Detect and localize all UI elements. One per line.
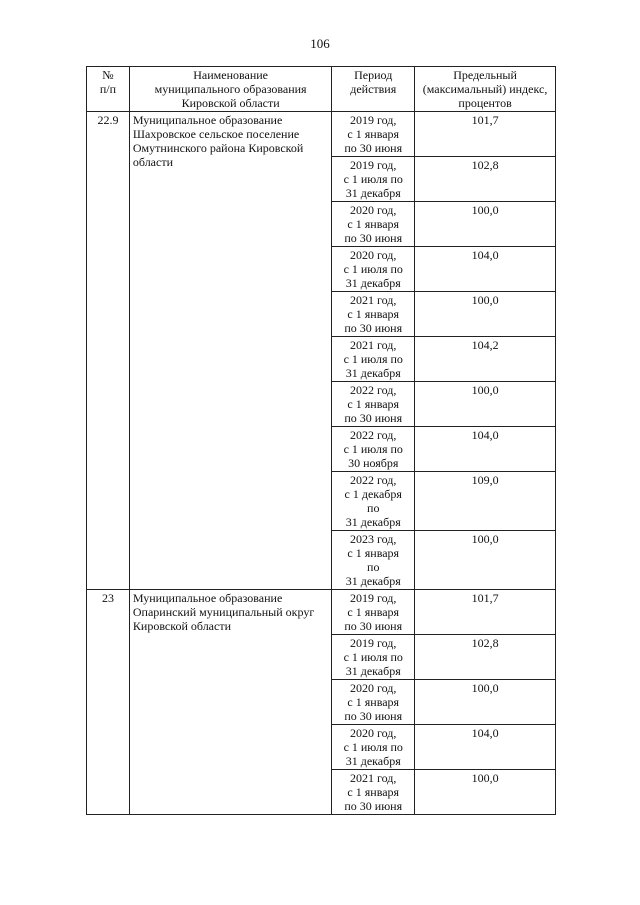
max-index-cell: 101,7 <box>415 112 556 157</box>
max-index-cell: 109,0 <box>415 472 556 531</box>
period-cell: 2022 год, с 1 июля по 30 ноября <box>332 427 415 472</box>
row-number-cell: 22.9 <box>87 112 130 590</box>
max-index-cell: 100,0 <box>415 202 556 247</box>
period-cell: 2022 год, с 1 декабря по 31 декабря <box>332 472 415 531</box>
period-cell: 2021 год, с 1 января по 30 июня <box>332 770 415 815</box>
max-index-cell: 102,8 <box>415 635 556 680</box>
table-header-row <box>87 67 556 112</box>
municipality-name-cell: Муниципальное образование Шахровское сельское поселение Омутнинского района Кировской области <box>129 112 331 590</box>
table-row <box>87 590 556 635</box>
max-index-cell: 104,0 <box>415 725 556 770</box>
max-index-cell: 100,0 <box>415 292 556 337</box>
max-index-cell: 100,0 <box>415 680 556 725</box>
max-index-cell: 100,0 <box>415 531 556 590</box>
municipality-name-cell: Муниципальное образование Опаринский муниципальный округ Кировской области <box>129 590 331 815</box>
max-index-cell: 102,8 <box>415 157 556 202</box>
period-cell: 2021 год, с 1 июля по 31 декабря <box>332 337 415 382</box>
period-cell: 2019 год, с 1 января по 30 июня <box>332 112 415 157</box>
period-cell: 2019 год, с 1 июля по 31 декабря <box>332 157 415 202</box>
header-number: № п/п <box>87 67 130 112</box>
max-index-cell: 104,0 <box>415 247 556 292</box>
period-cell: 2020 год, с 1 января по 30 июня <box>332 680 415 725</box>
period-cell: 2023 год, с 1 января по 31 декабря <box>332 531 415 590</box>
page-number: 106 <box>310 36 330 51</box>
header-period: Период действия <box>332 67 415 112</box>
max-index-cell: 100,0 <box>415 382 556 427</box>
max-index-cell: 104,2 <box>415 337 556 382</box>
tariff-index-table <box>86 66 556 815</box>
period-cell: 2021 год, с 1 января по 30 июня <box>332 292 415 337</box>
max-index-cell: 101,7 <box>415 590 556 635</box>
period-cell: 2022 год, с 1 января по 30 июня <box>332 382 415 427</box>
period-cell: 2019 год, с 1 января по 30 июня <box>332 590 415 635</box>
period-cell: 2020 год, с 1 июля по 31 декабря <box>332 725 415 770</box>
max-index-cell: 100,0 <box>415 770 556 815</box>
table-row <box>87 112 556 157</box>
table-body <box>87 112 556 815</box>
header-municipality-name: Наименование муниципального образования Кировской области <box>129 67 331 112</box>
row-number-cell: 23 <box>87 590 130 815</box>
header-max-index: Предельный (максимальный) индекс, процентов <box>415 67 556 112</box>
period-cell: 2020 год, с 1 июля по 31 декабря <box>332 247 415 292</box>
max-index-cell: 104,0 <box>415 427 556 472</box>
period-cell: 2020 год, с 1 января по 30 июня <box>332 202 415 247</box>
period-cell: 2019 год, с 1 июля по 31 декабря <box>332 635 415 680</box>
